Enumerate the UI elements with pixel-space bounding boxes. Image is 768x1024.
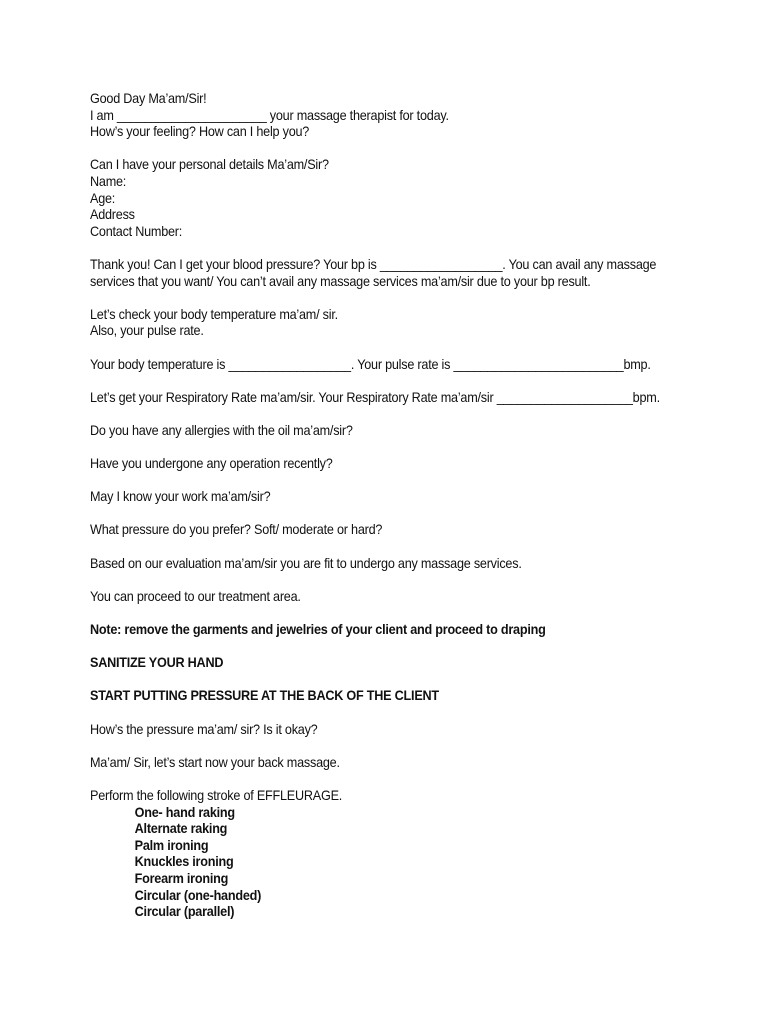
address-field-label: Address <box>90 207 135 223</box>
start-pressure-heading: START PUTTING PRESSURE AT THE BACK OF THE CLIENT <box>90 688 439 704</box>
personal-details-question: Can I have your personal details Ma’am/Sir? <box>90 157 329 173</box>
greeting-line: Good Day Ma’am/Sir! <box>90 91 207 106</box>
work-question: May I know your work ma’am/sir? <box>90 489 271 505</box>
respiratory-rate-line: Let’s get your Respiratory Rate ma’am/sir. Your Respiratory Rate ma’am/sir ____________________bpm. <box>90 389 660 405</box>
allergy-question: Do you have any allergies with the oil ma’am/sir? <box>90 422 353 438</box>
proceed-statement: You can proceed to our treatment area. <box>90 588 301 604</box>
pulse-rate-line: Also, your pulse rate. <box>90 323 204 339</box>
feeling-question-line: How’s your feeling? How can I help you? <box>90 124 310 140</box>
list-item: Knuckles ironing <box>134 854 234 870</box>
start-back-massage-line: Ma’am/ Sir, let’s start now your back massage. <box>90 754 340 770</box>
pressure-preference-question: What pressure do you prefer? Soft/ moderate or hard? <box>90 522 383 538</box>
blood-pressure-line: Thank you! Can I get your blood pressure? Your bp is __________________. You can avail any massage <box>90 256 657 272</box>
list-item: Circular (one-handed) <box>134 887 262 903</box>
draping-note: Note: remove the garments and jewelries of your client and proceed to draping <box>90 622 546 637</box>
list-item: Alternate raking <box>134 821 228 837</box>
name-field-label: Name: <box>90 173 127 189</box>
operation-question: Have you undergone any operation recently? <box>90 456 333 472</box>
temp-pulse-values-line: Your body temperature is __________________. Your pulse rate is _________________________bmp. <box>90 356 651 372</box>
effleurage-intro: Perform the following stroke of EFFLEURAGE. <box>90 787 343 803</box>
effleurage-stroke-list <box>90 805 657 921</box>
document-body <box>90 91 660 921</box>
list-item: Palm ironing <box>134 837 209 853</box>
list-item: Forearm ironing <box>134 870 229 886</box>
pressure-check-question: How’s the pressure ma’am/ sir? Is it okay? <box>90 721 318 737</box>
temperature-check-line: Let’s check your body temperature ma’am/ sir. <box>90 306 338 322</box>
therapist-intro-line: I am ______________________ your massage therapist for today. <box>90 107 449 123</box>
age-field-label: Age: <box>90 190 116 206</box>
contact-field-label: Contact Number: <box>90 223 183 239</box>
list-item: Circular (parallel) <box>134 904 235 920</box>
blood-pressure-result-line: services that you want/ You can’t avail any massage services ma’am/sir due to your bp result. <box>90 273 591 289</box>
list-item: One- hand raking <box>134 804 235 820</box>
evaluation-statement: Based on our evaluation ma’am/sir you are fit to undergo any massage services. <box>90 555 522 571</box>
sanitize-heading: SANITIZE YOUR HAND <box>90 655 224 671</box>
